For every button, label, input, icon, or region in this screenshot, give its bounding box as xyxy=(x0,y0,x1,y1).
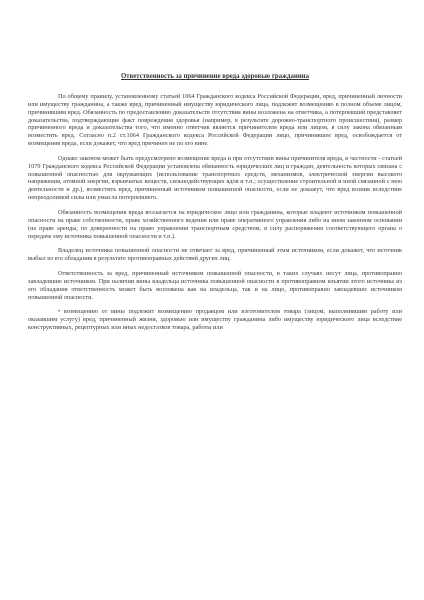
paragraph-5: Ответственность за вред, причиненный источником повышенной опасности, в таких случаях несут лица, противоправно завладевшие источником. При наличии вины владельца источника повышенной опасности в противоправном изъятии этого источника из его обладания ответственность может быть возложена как на владельца, так и на лицо, противоправно завладевшее источником повышенной опасности. xyxy=(28,270,402,301)
paragraph-1: По общему правилу, установленному статьей 1064 Гражданского кодекса Российской Федерации, вред, причиненный личности или имуществу гражданина, а также вред, причиненный имуществу юридического лица, подлежит возмещению в полном объеме лицом, причинившим вред. Обязанность по предоставлению доказательств отсутствия вины возложена на ответчика, а потерпевший представляет доказательства, подтверждающие факт повреждения здоровья (например, в результате дорожно-транспортного происшествия), размер причиненного вреда и доказательства того, что именно ответчик является причинителем вреда или лицом, в силу закона обязанным возместить вред. Согласно п.2 ст.1064 Гражданского кодекса Российской Федерации лицо, причинившее вред, освобождается от возмещения вреда, если докажет, что вред причинен не по его вине. xyxy=(28,93,402,148)
paragraph-3: Обязанность возмещения вреда возлагается на юридическое лицо или гражданина, которые владеют источником повышенной опасности на праве собственности, праве хозяйственного ведения или праве оперативного управления либо на ином законном основании (на праве аренды, по доверенности на право управления транспортным средством, в силу распоряжения соответствующего органа о передаче ему источника повышенной опасности и т.п.). xyxy=(28,208,402,240)
paragraph-2: Однако законом может быть предусмотрено возмещение вреда и при отсутствии вины причинителя вреда, в частности - статьей 1079 Гражданского кодекса Российской Федерации установлена обязанность юридических лиц и граждан, деятельность которых связана с повышенной опасностью для окружающих (использование транспортных средств, механизмов, электрической энергии высокого напряжения, атомной энергии, взрывчатых веществ, сильнодействующих ядов и т.п.; осуществление строительной и иной связанной с нею деятельности и др.), возместить вред, причиненный источником повышенной опасности, если не докажут, что вред возник вследствие непреодолимой силы или умысла потерпевшего. xyxy=(28,154,402,202)
paragraph-6: • возмещению от вины подлежит возмещению продавцом или изготовителем товара (лицом, выполнившим работу или оказавшим услугу) вред, причиненный жизни, здоровью или имуществу гражданина либо имуществу юридического лица вследствие конструктивных, рецептурных или иных недостатков товара, работы или xyxy=(28,308,402,332)
document-title: Ответственность за причинение вреда здоровью гражданина xyxy=(120,73,310,80)
paragraph-4: Владелец источника повышенной опасности не отвечает за вред, причиненный этим источником, если докажет, что источник выбыл из его обладания в результате противоправных действий других лиц. xyxy=(28,247,402,263)
